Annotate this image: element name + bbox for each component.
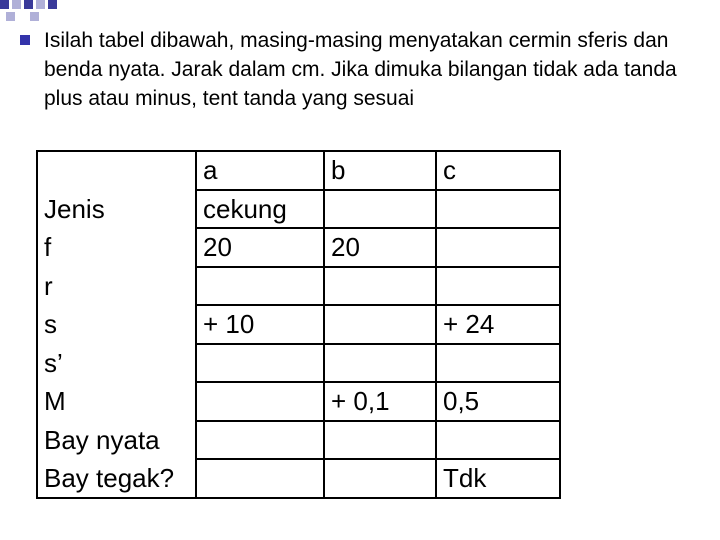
table-cell (324, 344, 436, 383)
table-cell: 20 (324, 228, 436, 267)
table-cell (324, 267, 436, 306)
table-cell (196, 344, 324, 383)
table-cell (196, 382, 324, 421)
header-cell: a (196, 151, 324, 190)
row-label: s’ (37, 344, 196, 383)
table-cell (436, 228, 560, 267)
row-label: M (37, 382, 196, 421)
table-cell (436, 421, 560, 460)
row-label: r (37, 267, 196, 306)
table-row (37, 382, 560, 421)
table-cell: + 0,1 (324, 382, 436, 421)
table-cell: 20 (196, 228, 324, 267)
row-label: s (37, 305, 196, 344)
table-cell (196, 421, 324, 460)
table-cell (436, 190, 560, 229)
table-cell: 0,5 (436, 382, 560, 421)
table-row (37, 305, 560, 344)
table-cell (436, 344, 560, 383)
bullet-icon (20, 35, 30, 45)
mirror-table (36, 150, 561, 499)
header-cell: b (324, 151, 436, 190)
row-label: Jenis (37, 190, 196, 229)
table-row (37, 344, 560, 383)
table-cell (324, 459, 436, 498)
table-cell: + 24 (436, 305, 560, 344)
table-row (37, 190, 560, 229)
table-header-row (37, 151, 560, 190)
table-cell: Tdk (436, 459, 560, 498)
table-cell (324, 305, 436, 344)
table-cell (324, 421, 436, 460)
table-cell (324, 190, 436, 229)
table-row (37, 421, 560, 460)
header-cell: c (436, 151, 560, 190)
row-label: Bay tegak? (37, 459, 196, 498)
row-label: f (37, 228, 196, 267)
table-cell (196, 459, 324, 498)
table-row (37, 267, 560, 306)
table-cell: cekung (196, 190, 324, 229)
instruction-text: Isilah tabel dibawah, masing-masing menyatakan cermin sferis dan benda nyata. Jarak dalam cm. Jika dimuka bilangan tidak ada tanda plus atau minus, tent tanda yang sesuai (44, 29, 677, 110)
table-row (37, 228, 560, 267)
table-cell (436, 267, 560, 306)
table-cell (196, 267, 324, 306)
table-row (37, 459, 560, 498)
header-cell (37, 151, 196, 190)
row-label: Bay nyata (37, 421, 196, 460)
table-cell: + 10 (196, 305, 324, 344)
